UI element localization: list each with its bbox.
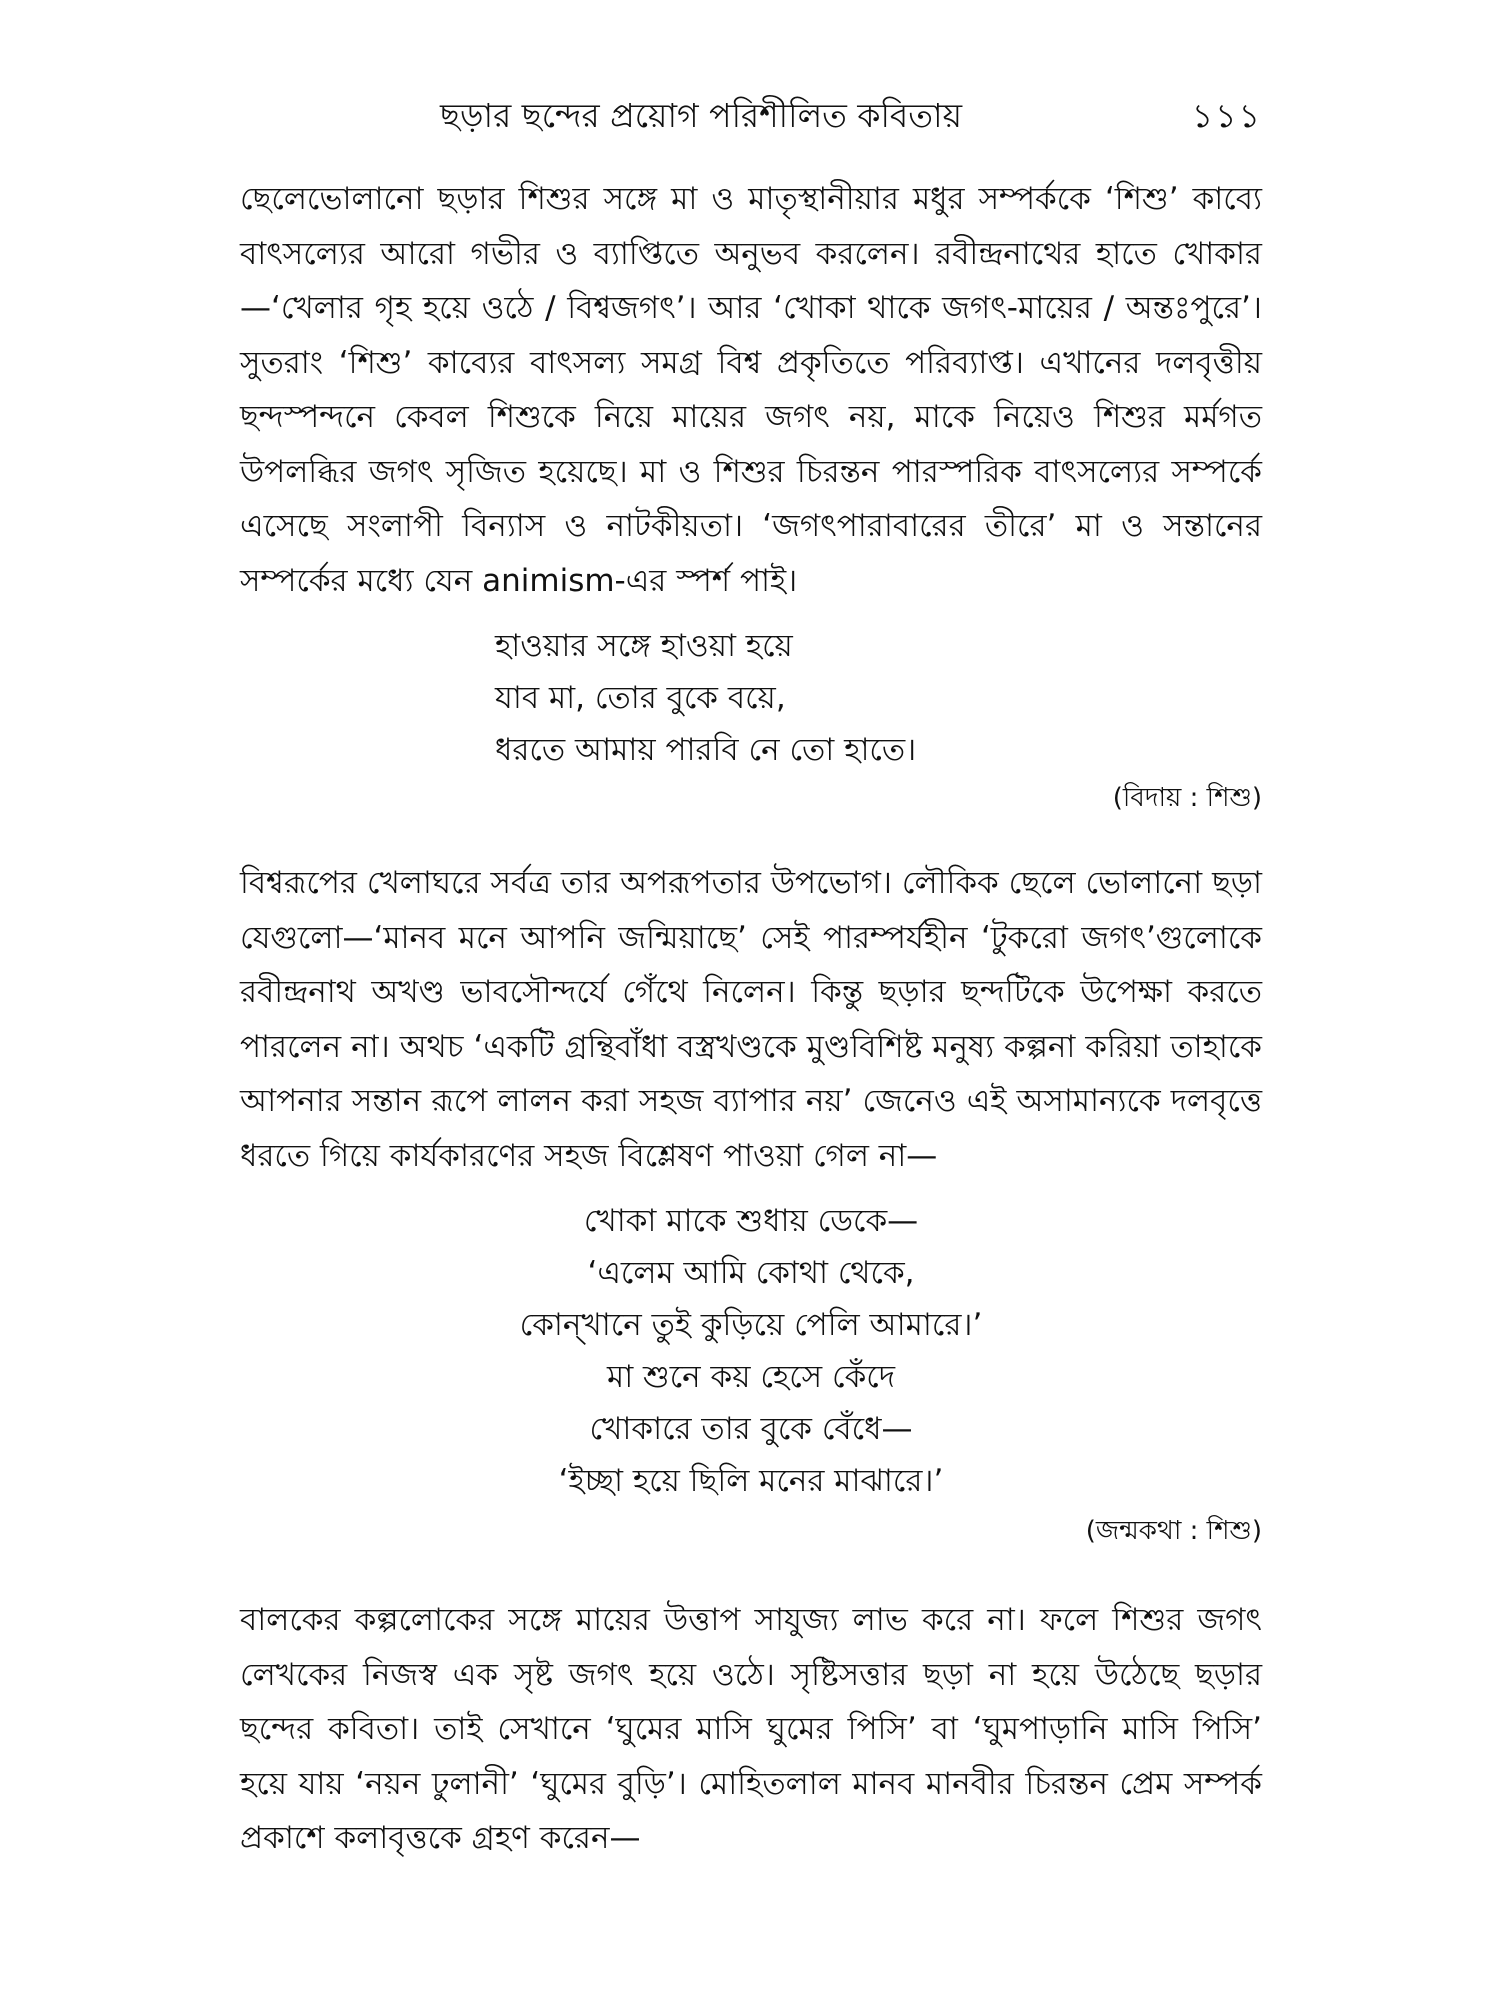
paragraph-2: বিশ্বরূপের খেলাঘরে সর্বত্র তার অপরূপতার উপভোগ। লৌকিক ছেলে ভোলানো ছড়া যেগুলো—‘মানব মনে আপনি জন্মিয়াছে’ সেই পারম্পর্যহীন ‘টুকরো জগৎ’গুলোকে রবীন্দ্রনাথ অখণ্ড ভাবসৌন্দর্যে গেঁথে নিলেন। কিন্তু ছড়ার ছন্দটিকে উপেক্ষা করতে পারলেন না। অথচ ‘একটি গ্রন্থিবাঁধা বস্ত্রখণ্ডকে মুণ্ডবিশিষ্ট মনুষ্য কল্পনা করিয়া তাহাকে আপনার সন্তান রূপে লালন করা সহজ ব্যাপার নয়’ জেনেও এই অসামান্যকে দলবৃত্তে ধরতে গিয়ে কার্যকারণের সহজ বিশ্লেষণ পাওয়া গেল না— (240, 865, 1262, 1174)
poem-excerpt-2 (240, 1195, 1262, 1507)
book-page (240, 80, 1262, 1960)
chapter-title: ছড়ার ছন্দের প্রয়োগ পরিশীলিত কবিতায় (440, 96, 963, 135)
paragraph-3: বালকের কল্পলোকের সঙ্গে মায়ের উত্তাপ সাযুজ্য লাভ করে না। ফলে শিশুর জগৎ লেখকের নিজস্ব এক সৃষ্ট জগৎ হয়ে ওঠে। সৃষ্টিসত্তার ছড়া না হয়ে উঠেছে ছড়ার ছন্দের কবিতা। তাই সেখানে ‘ঘুমের মাসি ঘুমের পিসি’ বা ‘ঘুমপাড়ানি মাসি পিসি’ হয়ে যায় ‘নয়ন ঢুলানী’ ‘ঘুমের বুড়ি’। মোহিতলাল মানব মানবীর চিরন্তন প্রেম সম্পর্ক প্রকাশে কলাবৃত্তকে গ্রহণ করেন— (240, 1602, 1262, 1856)
poem-line: যাব মা, তোর বুকে বয়ে, (495, 680, 786, 716)
page-number: ১১১ (1191, 96, 1262, 135)
poem-excerpt-1 (240, 620, 1262, 776)
poem-source-2: (জন্মকথা : শিশু) (1085, 1516, 1262, 1546)
poem-line: কোন্‌খানে তুই কুড়িয়ে পেলি আমারে।’ (519, 1307, 983, 1343)
paragraph-1: ছেলেভোলানো ছড়ার শিশুর সঙ্গে মা ও মাতৃস্থানীয়ার মধুর সম্পর্ককে ‘শিশু’ কাব্যে বাৎসল্যের আরো গভীর ও ব্যাপ্তিতে অনুভব করলেন। রবীন্দ্রনাথের হাতে খোকার—‘খেলার গৃহ হয়ে ওঠে / বিশ্বজগৎ’। আর ‘খোকা থাকে জগৎ-মায়ের / অন্তঃপুরে’। সুতরাং ‘শিশু’ কাব্যের বাৎসল্য সমগ্র বিশ্ব প্রকৃতিতে পরিব্যাপ্ত। এখানের দলবৃত্তীয় ছন্দস্পন্দনে কেবল শিশুকে নিয়ে মায়ের জগৎ নয়, মাকে নিয়েও শিশুর মর্মগত উপলব্ধির জগৎ সৃজিত হয়েছে। মা ও শিশুর চিরন্তন পারস্পরিক বাৎসল্যের সম্পর্কে এসেছে সংলাপী বিন্যাস ও নাটকীয়তা। ‘জগৎপারাবারের তীরে’ মা ও সন্তানের সম্পর্কের মধ্যে যেন animism-এর স্পর্শ পাই। (240, 181, 1262, 599)
poem-line: ধরতে আমায় পারবি নে তো হাতে। (495, 732, 917, 768)
poem-line: হাওয়ার সঙ্গে হাওয়া হয়ে (495, 628, 793, 664)
poem-line: খোকারে তার বুকে বেঁধে— (589, 1411, 913, 1447)
poem-source-1: (বিদায় : শিশু) (1112, 783, 1262, 813)
poem-line: ‘ইচ্ছা হয়ে ছিলি মনের মাঝারে।’ (558, 1463, 944, 1499)
running-header (240, 80, 1262, 152)
poem-line: ‘এলেম আমি কোথা থেকে, (587, 1255, 915, 1291)
poem-line: মা শুনে কয় হেসে কেঁদে (606, 1359, 896, 1395)
poem-line: খোকা মাকে শুধায় ডেকে— (583, 1203, 919, 1239)
